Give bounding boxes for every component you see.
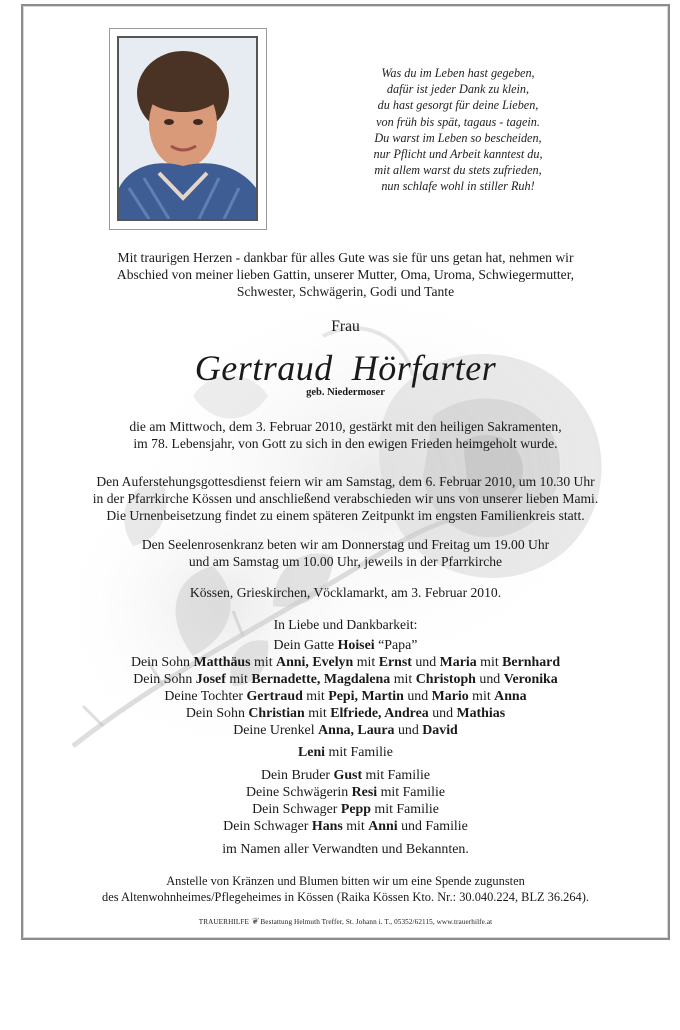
deceased-name: Gertraud Hörfarter (194, 348, 497, 388)
poem (343, 65, 573, 195)
poem-line: mit allem warst du stets zufrieden, (374, 163, 542, 178)
connector: mit Familie (362, 768, 430, 783)
connector: mit (353, 655, 379, 670)
obituary-card (21, 4, 670, 940)
family-line (23, 745, 668, 761)
connector: mit (304, 706, 331, 721)
intro-line: Schwester, Schwägerin, Godi und Tante (236, 284, 455, 300)
rosary-line: Den Seelenrosenkranz beten wir am Donnerstag und Freitag um 19.00 Uhr (141, 537, 550, 552)
family-line (23, 705, 668, 722)
person-name: Anni (368, 819, 398, 834)
leaf-icon: ❦ (250, 916, 259, 926)
person-name: Gertraud (246, 689, 303, 704)
person-name: Bernadette, Magdalena (251, 672, 391, 687)
connector: mit (468, 689, 495, 704)
person-name: Pepi, Martin (328, 689, 404, 704)
service-line: Den Auferstehungsgottesdienst feiern wir am Samstag, dem 6. Februar 2010, um 10.30 Uhr (96, 474, 595, 489)
poem-line: nun schlafe wohl in stiller Ruh! (381, 179, 535, 194)
relation: Dein Sohn (130, 655, 194, 670)
family-list (23, 637, 668, 739)
person-name: Anni, Evelyn (276, 655, 354, 670)
donation-line: des Altenwohnheimes/Pflegeheimes in Kössen (Raika Kössen Kto. Nr.: 30.040.224, BLZ 36.264). (102, 889, 589, 904)
poem-line: Was du im Leben hast gegeben, (381, 66, 535, 80)
connector: mit (342, 819, 369, 834)
person-name: Gust (333, 768, 363, 783)
connector: und (475, 672, 504, 687)
relation: Dein Sohn (185, 706, 249, 721)
person-name: Pepp (340, 802, 371, 817)
family-line (23, 784, 668, 801)
connector: und (411, 655, 440, 670)
footer (23, 916, 668, 927)
person-name: Bernhard (502, 655, 561, 670)
connector: mit (225, 672, 252, 687)
footer-brand: TRAUERHILFE (198, 918, 249, 926)
service-info (23, 473, 668, 524)
intro-line: Abschied von meiner lieben Gattin, unserer Mutter, Oma, Uroma, Schwiegermutter, (116, 267, 575, 283)
donation-note (23, 874, 668, 905)
relation: Dein Schwager (223, 819, 312, 834)
connector: und Familie (397, 819, 468, 834)
person-name: Mario (431, 689, 469, 704)
relation: Dein Gatte (273, 638, 338, 653)
birth-name: geb. Niedermoser (306, 387, 385, 398)
person-name: Maria (439, 655, 477, 670)
connector: mit (302, 689, 329, 704)
portrait-photo (117, 36, 258, 221)
salutation: Frau (331, 318, 360, 335)
connector: mit Familie (370, 802, 439, 817)
person-name: Ernst (378, 655, 412, 670)
poem-line: von früh bis spät, tagaus - tagein. (376, 114, 540, 129)
family-line (23, 801, 668, 818)
connector: mit (250, 655, 277, 670)
relatives-note: im Namen aller Verwandten und Bekannten. (222, 842, 469, 857)
death-notice-line: die am Mittwoch, dem 3. Februar 2010, gestärkt mit den heiligen Sakramenten, (129, 419, 562, 434)
donation-line: Anstelle von Kränzen und Blumen bitten wir um eine Spende zugunsten (166, 874, 525, 888)
family-line (23, 767, 668, 784)
poem-line: dafür ist jeder Dank zu klein, (386, 82, 530, 97)
poem-line: Du warst im Leben so bescheiden, (374, 130, 542, 145)
places-date: Kössen, Grieskirchen, Vöcklamarkt, am 3. Februar 2010. (189, 585, 502, 600)
person-name: Elfriede, Andrea (330, 706, 429, 721)
person-name: Veronika (503, 672, 558, 687)
siblings-list (23, 767, 668, 835)
poem-line: du hast gesorgt für deine Lieben, (377, 98, 539, 113)
nickname: “Papa” (374, 638, 418, 653)
rosary-line: und am Samstag um 10.00 Uhr, jeweils in der Pfarrkirche (188, 554, 503, 569)
person-name: Resi (351, 785, 378, 800)
service-line: in der Pfarrkirche Kössen und anschließend verabschieden wir uns von unserer lieben Mami. (92, 491, 599, 506)
death-notice (23, 418, 668, 452)
family-line (23, 818, 668, 835)
person-name: Anna, Laura (318, 723, 395, 738)
family-line (23, 654, 668, 671)
intro-line: Mit traurigen Herzen - dankbar für alles Gute was sie für uns getan hat, nehmen wir (117, 250, 574, 265)
rosary-info (23, 536, 668, 570)
person-name: Matthäus (193, 655, 251, 670)
family-line (23, 671, 668, 688)
poem-line: nur Pflicht und Arbeit kanntest du, (373, 147, 543, 162)
relation: Dein Schwager (252, 802, 341, 817)
person-name: David (422, 723, 458, 738)
service-line: Die Urnenbeisetzung findet zu einem späteren Zeitpunkt im engsten Familienkreis statt. (106, 508, 585, 523)
relation: Dein Sohn (133, 672, 196, 687)
footer-text: Bestattung Helmuth Treffer, St. Johann i. T., 05352/62115, www.trauerhilfe.at (258, 918, 493, 926)
connector: mit Familie (377, 785, 446, 800)
family-line (23, 722, 668, 739)
portrait-frame (109, 28, 267, 230)
death-notice-line: im 78. Lebensjahr, von Gott zu sich in den ewigen Frieden heimgeholt wurde. (133, 436, 558, 451)
connector: und (403, 689, 432, 704)
person-name: Hoisei (337, 638, 375, 653)
connector: mit Familie (325, 745, 393, 760)
connector: mit (390, 672, 416, 687)
relation: Deine Tochter (164, 689, 247, 704)
family-line (23, 688, 668, 705)
person-name: Christian (248, 706, 305, 721)
intro-text (23, 249, 668, 301)
person-name: Christoph (415, 672, 476, 687)
relation: Deine Urenkel (233, 723, 319, 738)
relation: Dein Bruder (260, 768, 334, 783)
closing: In Liebe und Dankbarkeit: (273, 617, 418, 632)
connector: mit (476, 655, 503, 670)
person-name: Anna (494, 689, 527, 704)
person-name: Josef (195, 672, 226, 687)
relation: Deine Schwägerin (245, 785, 352, 800)
person-name: Hans (311, 819, 343, 834)
person-name: Mathias (456, 706, 506, 721)
person-name: Leni (298, 745, 326, 760)
family-line (23, 637, 668, 654)
connector: und (428, 706, 457, 721)
connector: und (394, 723, 423, 738)
